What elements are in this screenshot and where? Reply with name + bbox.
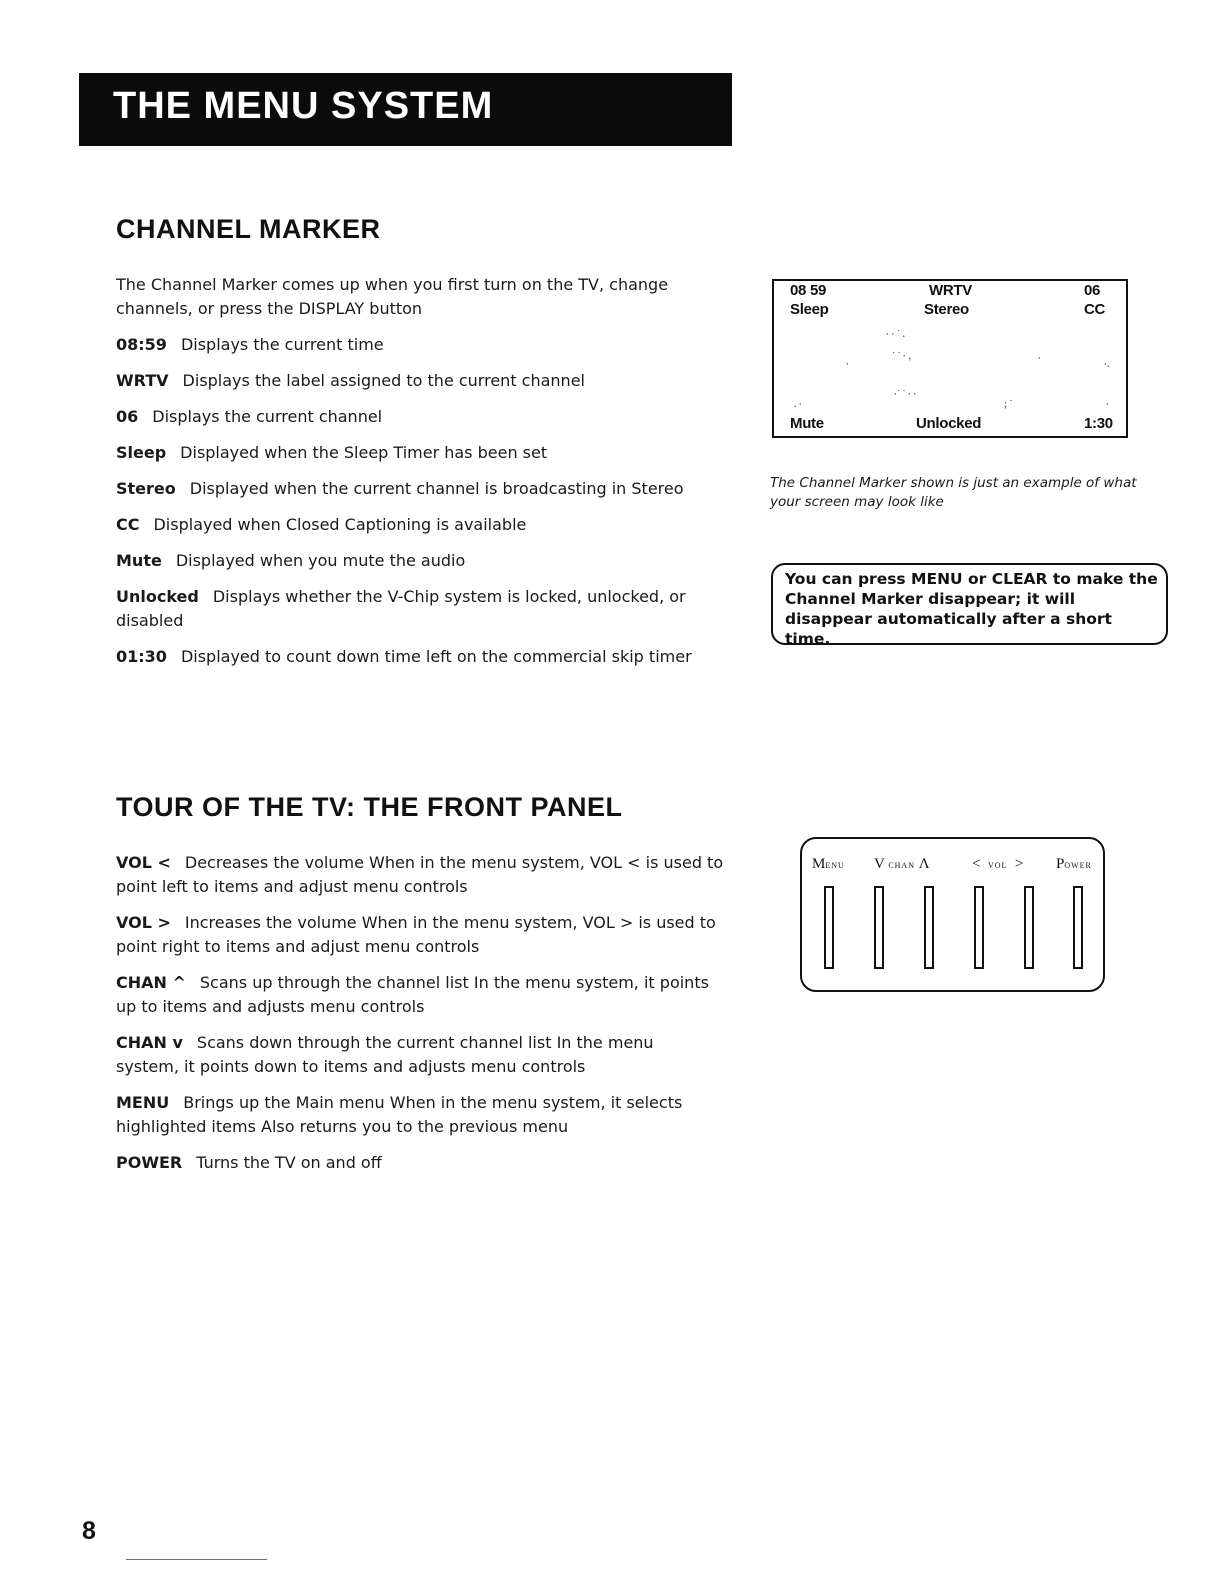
banner-title: THE MENU SYSTEM [113, 85, 494, 127]
definition-desc: Scans up through the channel list In the menu system, it points up to items and adjusts menu controls [116, 973, 709, 1016]
definition-item [116, 369, 736, 393]
definition-desc: Displayed to count down time left on the commercial skip timer [180, 647, 692, 666]
channel-marker-heading: CHANNEL MARKER [116, 214, 381, 244]
definition-term: WRTV [116, 371, 169, 390]
definition-term: Stereo [116, 479, 176, 498]
definition-term: CC [116, 515, 140, 534]
definition-desc: Brings up the Main menu When in the menu system, it selects highlighted items Also returns you to the previous menu [116, 1093, 683, 1136]
screen-stereo: Stereo [924, 301, 969, 318]
page-banner [79, 73, 732, 146]
definition-term: CHAN v [116, 1033, 183, 1052]
definition-item [116, 1031, 716, 1079]
definition-desc: Scans down through the current channel list In the menu system, it points down to items and adjusts menu controls [116, 1033, 654, 1076]
definition-item [116, 971, 716, 1019]
scan-noise: · [1038, 353, 1041, 363]
power-button[interactable] [1073, 886, 1083, 969]
vol-down-button[interactable] [974, 886, 984, 969]
definition-item [116, 513, 736, 537]
definition-desc: Decreases the volume When in the menu system, VOL < is used to point left to items and adjust menu controls [116, 853, 724, 896]
definition-item [116, 585, 726, 633]
definition-desc: Displays whether the V-Chip system is locked, unlocked, or disabled [116, 587, 686, 630]
panel-label-vol: < VOL > [972, 856, 1024, 872]
definition-desc: Increases the volume When in the menu system, VOL > is used to point right to items and adjust menu controls [116, 913, 716, 956]
chan-down-button[interactable] [874, 886, 884, 969]
scan-noise: ·˙ ˙ · · [894, 389, 917, 399]
definition-item [116, 477, 736, 501]
definition-term: MENU [116, 1093, 170, 1112]
definition-item [116, 1151, 736, 1175]
definition-term: Sleep [116, 443, 167, 462]
panel-label-chan: V CHAN Λ [874, 856, 930, 872]
definition-term: 08:59 [116, 335, 167, 354]
definition-desc: Displays the current time [180, 335, 384, 354]
definition-term: Mute [116, 551, 162, 570]
definition-item [116, 645, 736, 669]
definition-item [116, 851, 731, 899]
menu-button[interactable] [824, 886, 834, 969]
note-callout: You can press MENU or CLEAR to make the Channel Marker disappear; it will disappear automatically after a short time. [771, 563, 1168, 645]
definition-desc: Turns the TV on and off [196, 1153, 382, 1172]
channel-marker-intro: The Channel Marker comes up when you first turn on the TV, change channels, or press the DISPLAY button [116, 275, 669, 318]
definition-desc: Displays the current channel [152, 407, 383, 426]
definition-desc: Displayed when the current channel is broadcasting in Stereo [189, 479, 684, 498]
screen-sleep: Sleep [790, 301, 829, 318]
definition-term: Unlocked [116, 587, 199, 606]
channel-marker-screen [772, 279, 1128, 438]
footer-rule [126, 1559, 267, 1560]
screen-time: 08 59 [790, 282, 827, 299]
scan-noise: · [846, 359, 849, 369]
definition-item [116, 441, 736, 465]
screen-timer: 1:30 [1084, 415, 1113, 432]
definition-desc: Displays the label assigned to the current channel [182, 371, 585, 390]
panel-label-power: POWER [1056, 856, 1092, 872]
scan-noise: ·. [1104, 359, 1110, 369]
definition-item [116, 549, 736, 573]
definition-term: 06 [116, 407, 139, 426]
definition-item [116, 911, 731, 959]
definition-term: CHAN ^ [116, 973, 186, 992]
definition-term: VOL < [116, 853, 171, 872]
definition-term: POWER [116, 1153, 183, 1172]
front-panel-diagram [800, 837, 1105, 992]
screen-channel: 06 [1084, 282, 1101, 299]
definition-term: VOL > [116, 913, 171, 932]
definition-item [116, 333, 736, 357]
definition-item [116, 405, 736, 429]
definition-term: 01:30 [116, 647, 167, 666]
vol-up-button[interactable] [1024, 886, 1034, 969]
scan-noise: ˙ ˙ · , [892, 351, 911, 361]
screen-label: WRTV [929, 282, 972, 299]
scan-noise: · [1106, 399, 1109, 409]
scan-noise: ; ˙ [1004, 399, 1013, 409]
chan-up-button[interactable] [924, 886, 934, 969]
definition-desc: Displayed when the Sleep Timer has been set [180, 443, 548, 462]
scan-noise: . · [794, 399, 802, 409]
screen-mute: Mute [790, 415, 824, 432]
screen-cc: CC [1084, 301, 1106, 318]
definition-desc: Displayed when Closed Captioning is available [153, 515, 527, 534]
definition-item [116, 1091, 726, 1139]
channel-marker-caption: The Channel Marker shown is just an example of what your screen may look like [770, 475, 1137, 510]
front-panel-heading: TOUR OF THE TV: THE FRONT PANEL [116, 792, 623, 822]
screen-unlocked: Unlocked [916, 415, 982, 432]
definition-desc: Displayed when you mute the audio [175, 551, 466, 570]
panel-label-menu: MENU [812, 856, 845, 872]
scan-noise: · · ˙ . [886, 329, 905, 339]
page-number: 8 [82, 1517, 96, 1545]
